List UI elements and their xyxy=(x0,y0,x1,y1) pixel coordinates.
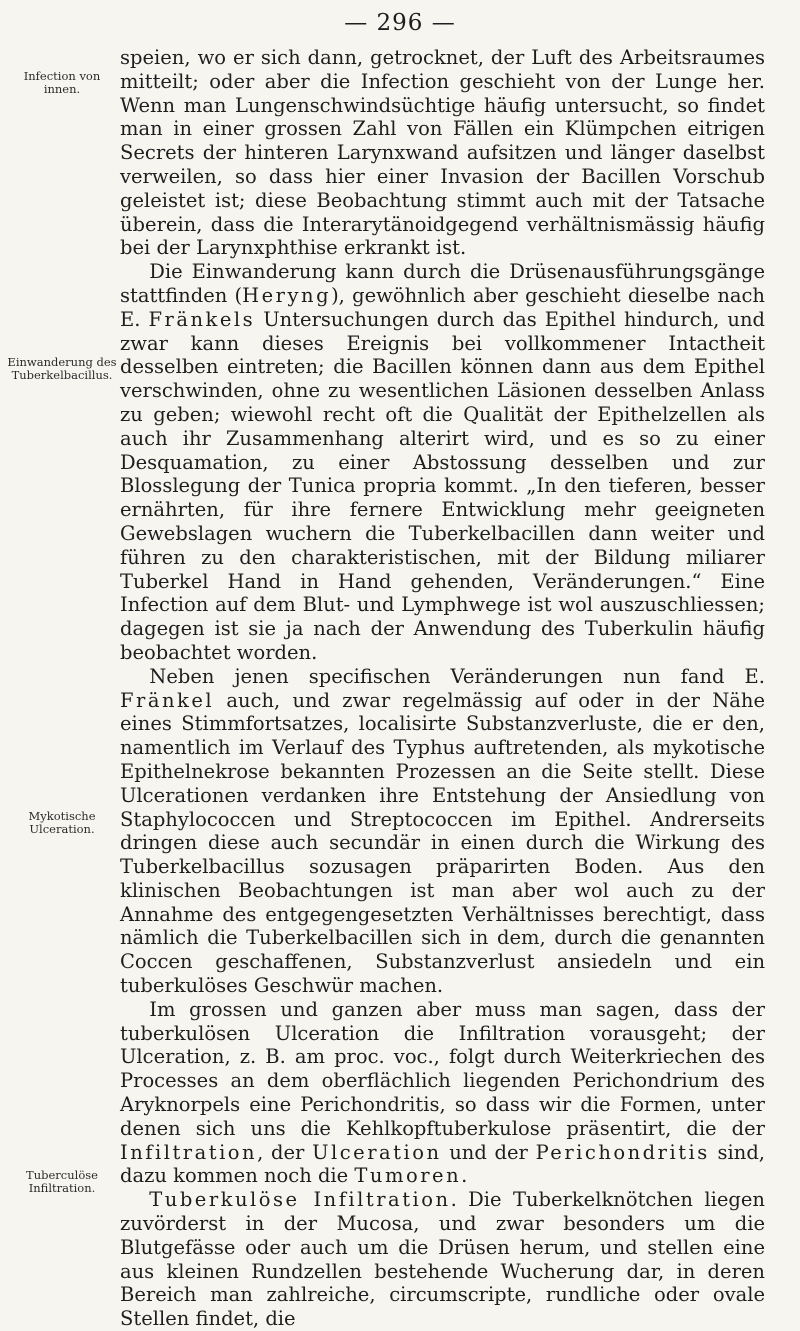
text-run: Neben jenen specifischen Veränderungen nun fand E. xyxy=(149,664,765,688)
text-run: Untersuchungen durch das Epithel hindurch, und zwar kann dieses Ereignis bei vollkommener Intactheit desselben eintreten; die Bacillen können dann aus dem Epithel verschwinden, ohne zu wesentlichen Läsionen desselben Anlass zu geben; wiewohl recht oft die Qualität der Epithelzellen als auch ihr Zusammenhang alterirt wird, und es so zu einer Desquamation, zu einer Abstossung desselben und zur Blosslegung der Tunica propria kommt. „In den tieferen, besser ernährten, für ihre fernere Entwicklung mehr geeigneten Gewebslagen wuchern die Tuberkelbacillen dann weiter und führen zu den charakteristischen, mit der Bildung miliarer Tuberkel Hand in Hand gehenden, Veränderungen.“ Eine Infection auf dem Blut- und Lymphwege ist wol auszuschliessen; dagegen ist sie ja nach der Anwendung des Tuberkulin häufig beobachtet worden. xyxy=(120,307,765,664)
text-run: . xyxy=(461,1164,468,1188)
text-run: ), gewöhnlich aber geschieht dieselbe nach E. xyxy=(120,283,765,331)
margin-note-einwanderung: Einwanderung des Tuberkelbacillus. xyxy=(7,355,117,382)
spaced-term: Heryng xyxy=(242,283,332,307)
paragraph xyxy=(120,665,765,998)
spaced-term: Tuberkulöse Infiltration xyxy=(149,1188,451,1212)
text-run: . Die Tuberkelknötchen liegen zuvörderst in der Mucosa, und zwar besonders um die Blutgefässe oder auch um die Drüsen herum, und stellen eine aus kleinen Rundzellen bestehende Wucherung dar, in deren Bereich man zahlreiche, circumscripte, rundliche oder ovale Stellen findet, die xyxy=(120,1188,765,1331)
text-run: Im grossen und ganzen aber muss man sagen, dass der tuberkulösen Ulceration die Infiltration vorausgeht; der Ulceration, z. B. am proc. voc., folgt durch Weiterkriechen des Processes an dem oberflächlich liegenden Perichondrium des Aryknorpels eine Perichondritis, so dass wir die Formen, unter denen sich uns die Kehlkopftuberkulose präsentirt, die der xyxy=(120,997,765,1140)
paragraph xyxy=(120,1188,765,1331)
margin-note-tuberculoese-infiltration: Tuberculöse Infiltration. xyxy=(26,1168,98,1195)
spaced-term: Infiltration xyxy=(120,1140,258,1164)
main-text xyxy=(120,46,765,1331)
paragraph xyxy=(120,998,765,1188)
text-run: und der xyxy=(441,1140,536,1164)
text-run: sind, dazu kommen noch die xyxy=(120,1140,765,1188)
text-run: , der xyxy=(257,1140,313,1164)
spaced-term: Perichondritis xyxy=(535,1140,710,1164)
spaced-term: Fränkel xyxy=(120,688,215,712)
paragraph xyxy=(120,46,765,260)
page-number: — 296 — xyxy=(344,10,456,36)
text-run: Die Einwanderung kann durch die Drüsenausführungsgänge stattfinden ( xyxy=(120,260,765,307)
spaced-term: Tumoren xyxy=(354,1164,462,1188)
text-run: auch, und zwar regelmässig auf oder in der Nähe eines Stimmfortsatzes, localisirte Substanzverluste, die er den, namentlich im Verlauf des Typhus auftretenden, als mykotische Epithelnekrose bekannten Prozessen an die Seite stellt. Diese Ulcerationen verdanken ihre Entstehung der Ansiedlung von Staphylococcen und Streptococcen im Epithel. Andrerseits dringen diese auch secundär in einen durch die Wirkung des Tuberkelbacillus sozusagen präparirten Boden. Aus den klinischen Beobachtungen ist man aber wol auch zu der Annahme des entgegengesetzten Verhältnisses berechtigt, dass nämlich die Tuberkelbacillen sich in dem, durch die genannten Coccen geschaffenen, Substanzverlust ansiedeln und ein tuberkulöses Geschwür machen. xyxy=(120,688,765,998)
paragraph xyxy=(120,260,765,665)
margin-note-infection: Infection von innen. xyxy=(23,69,101,96)
spaced-term: Fränkels xyxy=(148,307,256,331)
spaced-term: Ulceration xyxy=(312,1140,442,1164)
margin-note-mykotische-ulceration: Mykotische Ulceration. xyxy=(28,809,96,836)
text-run: speien, wo er sich dann, getrocknet, der Luft des Arbeitsraumes mitteilt; oder aber die Infection geschieht von der Lunge her. Wenn man Lungenschwindsüchtige häufig untersucht, so findet man in einer grossen Zahl von Fällen ein Klümpchen eitrigen Secrets der hinteren Larynxwand aufsitzen und länger daselbst verweilen, so dass hier einer Invasion der Bacillen Vorschub geleistet ist; diese Beobachtung stimmt auch mit der Tatsache überein, dass die Interarytänoidgegend verhältnismässig häufig bei der Larynxphthise erkrankt ist. xyxy=(120,46,765,260)
